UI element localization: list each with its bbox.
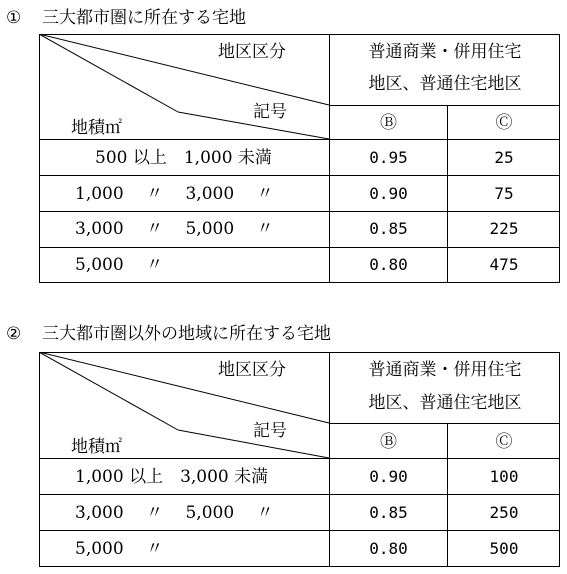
table-row-c-value: 25 (494, 148, 514, 167)
table-row-c-value: 500 (489, 539, 519, 558)
table-row-range: 500 以上 1,000 未満 (95, 148, 272, 168)
section1-number: ① (6, 8, 22, 28)
section1-title (6, 8, 246, 28)
area-label: 地積㎡ (71, 118, 122, 138)
table-row-range: 3,000 〃 5,000 〃 (75, 219, 274, 239)
table-row-b-value: 0.95 (369, 148, 408, 167)
column-header-line1: 普通商業・併用住宅 (368, 42, 522, 62)
table-row-c-value: 250 (489, 503, 519, 522)
district-label: 地区区分 (218, 42, 286, 62)
section1-table (39, 34, 560, 283)
column-header-line1: 普通商業・併用住宅 (368, 360, 522, 380)
table-row-b-value: 0.90 (369, 467, 408, 486)
table-row-b-value: 0.80 (369, 255, 408, 274)
column-header-line2: 地区、普通住宅地区 (368, 74, 522, 94)
table-row-b-value: 0.85 (369, 503, 408, 522)
table-row-c-value: 225 (489, 219, 519, 238)
table-row-c-value: 75 (494, 184, 514, 203)
area-label: 地積㎡ (71, 437, 122, 457)
section1-title-text: 三大都市圏に所在する宅地 (42, 8, 246, 28)
table-row-b-value: 0.80 (369, 539, 408, 558)
column-header-line2: 地区、普通住宅地区 (368, 393, 522, 413)
column-b-header: Ⓑ (380, 113, 397, 133)
column-c-header: Ⓒ (495, 432, 513, 452)
table-row-range: 1,000 以上 3,000 未満 (75, 467, 269, 487)
column-c-header: Ⓒ (495, 113, 513, 133)
table-row-c-value: 475 (489, 255, 519, 274)
section2-title-text: 三大都市圏以外の地域に所在する宅地 (42, 324, 331, 344)
table-row-range: 5,000 〃 (75, 255, 164, 275)
district-label: 地区区分 (218, 360, 286, 380)
symbol-label: 記号 (253, 421, 287, 441)
section2-table-grid (39, 352, 560, 567)
table-row-b-value: 0.90 (369, 184, 408, 203)
symbol-label: 記号 (253, 102, 287, 122)
section2-table (39, 352, 560, 567)
table-row-range: 1,000 〃 3,000 〃 (75, 184, 274, 204)
column-b-header: Ⓑ (380, 432, 397, 452)
table-row-range: 5,000 〃 (75, 539, 164, 559)
table-row-b-value: 0.85 (369, 219, 408, 238)
table-row-range: 3,000 〃 5,000 〃 (75, 503, 274, 523)
section2-title (6, 324, 331, 344)
section2-number: ② (6, 324, 22, 344)
table-row-c-value: 100 (489, 467, 519, 486)
